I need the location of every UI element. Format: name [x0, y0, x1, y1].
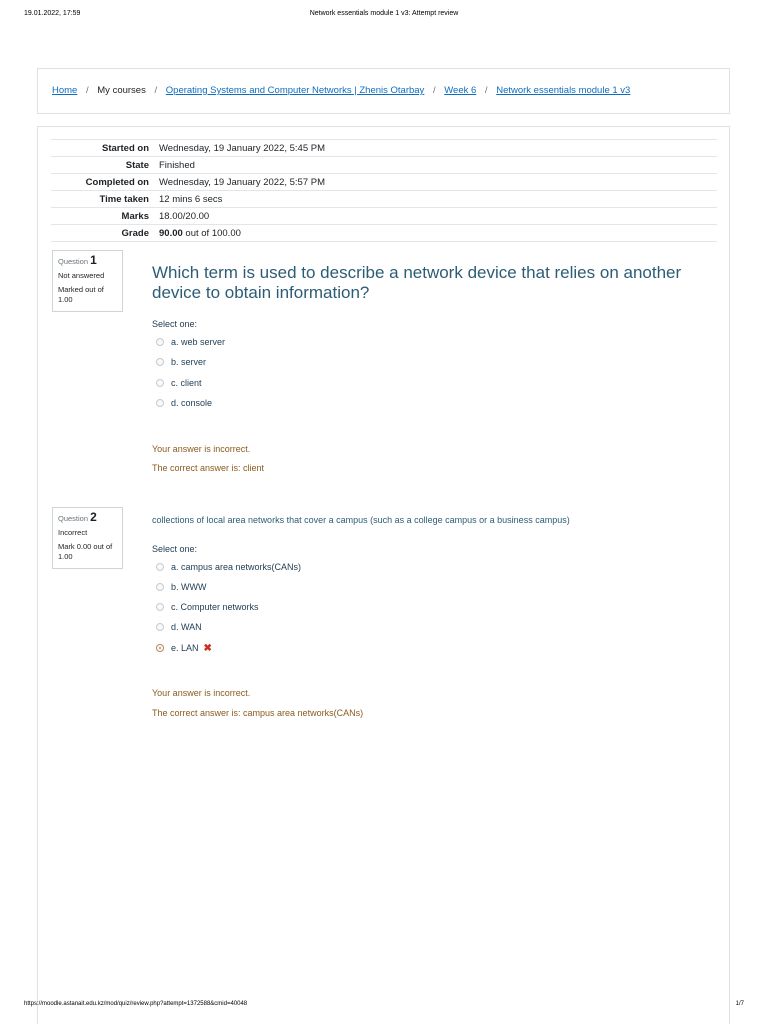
- question-1-info: [52, 250, 123, 312]
- breadcrumb: [52, 85, 630, 96]
- print-header: [0, 10, 768, 24]
- question-1-option-c[interactable]: [156, 377, 202, 389]
- question-1-feedback: Your answer is incorrect.: [152, 444, 251, 454]
- option-label: e. LAN: [171, 643, 199, 653]
- summary-label: Time taken: [99, 193, 149, 205]
- summary-label: Marks: [121, 210, 149, 222]
- option-label: a. campus area networks(CANs): [171, 562, 302, 572]
- question-2-info: [52, 507, 123, 569]
- radio-button-selected[interactable]: [156, 644, 164, 652]
- summary-value: Wednesday, 19 January 2022, 5:57 PM: [159, 176, 326, 188]
- radio-button[interactable]: [156, 563, 164, 571]
- radio-button[interactable]: [156, 338, 164, 346]
- incorrect-x-icon: ✖: [203, 642, 212, 654]
- breadcrumb-separator: /: [484, 85, 488, 96]
- radio-button[interactable]: [156, 358, 164, 366]
- summary-value: Finished: [159, 159, 195, 171]
- question-2-option-c[interactable]: [156, 601, 259, 613]
- option-label: d. console: [171, 398, 213, 408]
- question-2-option-d[interactable]: [156, 621, 202, 633]
- print-datetime: 19.01.2022, 17:59: [24, 10, 81, 17]
- question-1-option-d[interactable]: [156, 397, 212, 409]
- question-state: Incorrect: [58, 528, 88, 537]
- summary-label: Grade: [121, 227, 149, 239]
- breadcrumb-separator: /: [432, 85, 436, 96]
- question-state: Not answered: [58, 271, 105, 280]
- attempt-summary-table: [51, 139, 717, 242]
- summary-value: [159, 225, 717, 242]
- option-label: d. WAN: [171, 622, 202, 632]
- summary-row-state: [51, 157, 717, 174]
- print-page-number: 1/7: [735, 1001, 744, 1007]
- question-1-option-b[interactable]: [156, 356, 206, 368]
- breadcrumb-separator: /: [154, 85, 158, 96]
- question-1-text: Which term is used to describe a network device that relies on another device to obtain information?: [152, 263, 682, 302]
- summary-value: Wednesday, 19 January 2022, 5:45 PM: [159, 142, 326, 154]
- summary-row-completed: [51, 174, 717, 191]
- question-2-feedback: Your answer is incorrect.: [152, 688, 251, 698]
- question-2-text: collections of local area networks that cover a campus (such as a college campus or a business campus): [152, 515, 570, 525]
- radio-button[interactable]: [156, 623, 164, 631]
- question-label: Question: [58, 514, 89, 523]
- summary-row-grade: [51, 225, 717, 242]
- breadcrumb-separator: /: [85, 85, 89, 96]
- option-label: c. Computer networks: [171, 602, 259, 612]
- summary-row-time-taken: [51, 191, 717, 208]
- question-1-correct-answer: The correct answer is: client: [152, 463, 265, 473]
- question-1-option-a[interactable]: [156, 336, 225, 348]
- question-number: 1: [90, 253, 97, 267]
- summary-value: 18.00/20.00: [159, 210, 210, 222]
- summary-label: Completed on: [85, 176, 149, 188]
- radio-button[interactable]: [156, 399, 164, 407]
- radio-button[interactable]: [156, 583, 164, 591]
- breadcrumb-quiz-link[interactable]: Network essentials module 1 v3: [496, 85, 631, 96]
- print-page-title: Network essentials module 1 v3: Attempt review: [309, 10, 459, 17]
- breadcrumb-week-link[interactable]: Week 6: [444, 85, 477, 96]
- radio-button[interactable]: [156, 379, 164, 387]
- summary-row-started: [51, 140, 717, 157]
- question-2-option-e[interactable]: [156, 642, 212, 654]
- option-label: b. server: [171, 357, 207, 367]
- radio-button[interactable]: [156, 603, 164, 611]
- summary-label: Started on: [102, 142, 149, 154]
- breadcrumb-card: [37, 68, 730, 114]
- breadcrumb-home-link[interactable]: Home: [52, 85, 78, 96]
- quiz-review-card: [37, 126, 730, 1024]
- question-number: 2: [90, 510, 97, 524]
- question-mark: Mark 0.00 out of 1.00: [58, 542, 113, 561]
- option-label: c. client: [171, 378, 202, 388]
- breadcrumb-my-courses: My courses: [97, 85, 146, 96]
- question-2-correct-answer: The correct answer is: campus area networks(CANs): [152, 708, 364, 718]
- option-label: a. web server: [171, 337, 226, 347]
- print-url: https://moodle.astanait.edu.kz/mod/quiz/review.php?attempt=1372588&cmid=40048: [24, 1001, 248, 1007]
- option-label: b. WWW: [171, 582, 207, 592]
- summary-label: State: [125, 159, 149, 171]
- question-label: Question: [58, 257, 89, 266]
- grade-out-of: out of 100.00: [182, 227, 241, 239]
- question-2-option-a[interactable]: [156, 561, 301, 573]
- breadcrumb-course-link[interactable]: Operating Systems and Computer Networks | Zhenis Otarbay: [165, 85, 425, 96]
- select-one-label: Select one:: [152, 319, 198, 329]
- question-mark: Marked out of 1.00: [58, 285, 104, 304]
- summary-row-marks: [51, 208, 717, 225]
- summary-value: 12 mins 6 secs: [159, 193, 223, 205]
- select-one-label: Select one:: [152, 544, 198, 554]
- question-2-option-b[interactable]: [156, 581, 207, 593]
- grade-value: 90.00: [159, 227, 183, 239]
